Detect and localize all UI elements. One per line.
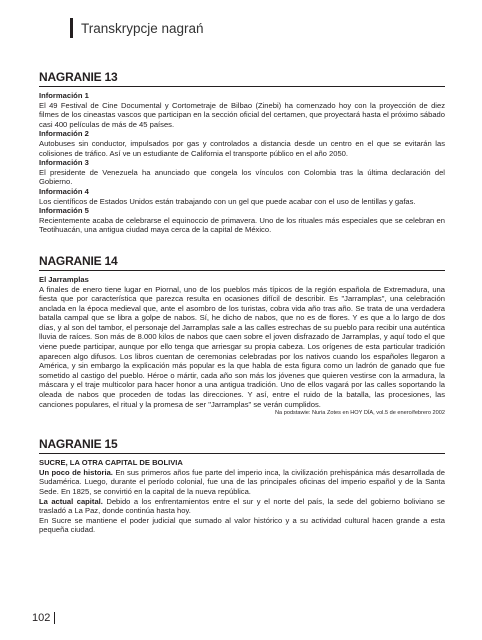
item-text: El 49 Festival de Cine Documental y Cortometraje de Bilbao (Zinebi) ha comenzado hoy con la proyección de diez filmes de los cineastas vascos que participan en la sección oficial del certamen, que proyectará hasta el próximo sábado casi 400 películas de más de 45 países. (39, 100, 445, 129)
section-nagranie-13 (39, 70, 445, 235)
item-text: Recientemente acaba de celebrarse el equinoccio de primavera. Uno de los rituales más especiales que se celebran en Teotihuacán, una antigua ciudad maya cerca de la capital de México. (39, 215, 445, 235)
paragraph-text: Debido a los enfrentamientos entre el sur y el norte del país, la sede del gobierno boliviano se trasladó a La Paz, donde continúa hasta hoy. (39, 496, 445, 516)
section-title: NAGRANIE 13 (39, 70, 445, 87)
item-heading: Información 3 (39, 158, 89, 168)
item-heading: El Jarramplas (39, 274, 89, 284)
page-number: 102 (32, 612, 51, 624)
section-nagranie-15 (39, 437, 445, 535)
paragraph-text: En sus primeros años fue parte del imperio inca, la civilización prehispánica más desarrollada de Sudamérica. Luego, durante el período colonial, fue una de las principales oficinas del imperio español y de la Santa Sede. En 1825, se convirtió en la capital de la nueva república. (39, 467, 445, 496)
paragraph-text: En Sucre se mantiene el poder judicial que sumado al valor histórico y a su actividad cultural hacen grande a esta pequeña ciudad. (39, 515, 445, 535)
item-text: A finales de enero tiene lugar en Piornal, uno de los pueblos más típicos de la región española de Extremadura, una fiesta que por característica que parezca resulta en ocasiones difícil de describir. Es "Jarramplas", una celebración anclada en la época medieval que, ante el asombro de los turistas, cobra vida año tras año. Se trata de una verdadera batalla campal que se libra a golpe de nabos. Sí, he dicho de nabos, que no es de flores. Y es que a lo largo de dos días, y al son del tambor, el personaje del Jarramplas sale a las calles estrechas de su pueblo para recibir una auténtica lluvia de raíces. Son más de 8.000 kilos de nabos que caen sobre el joven disfrazado de Jarramplas, y aquí todo el que viene puede participar, aunque por ello tenga que arriesgar su propia cabeza. Los orígenes de esta particular tradición aparecen algo difusos. Los libros cuentan de ceremonias celebradas por los nativos cuando los españoles llegaron a América, y sin embargo la explicación más popular es la que habla de esta figura como un ladrón de ganado que fue sometido al castigo del pueblo. Héroe o mártir, cada año son más los jóvenes que quieren vestirse con la armadura, la máscara y el traje multicolor para hacer honor a una antigua tradición. Uno de ellos vagará por las calles soportando la oleada de nabos que proceden de todas las direcciones. Y así, entre el ruido de la batalla, las procesiones, las canciones populares, el ritual y la promesa de ser "Jarramplas" se verán cumplidos. (39, 284, 445, 409)
item-heading: SUCRE, LA OTRA CAPITAL DE BOLIVIA (39, 458, 183, 468)
page-header-title: Transkrypcje nagrań (81, 20, 204, 36)
item-text: Los científicos de Estados Unidos están trabajando con un gel que puede acabar con el uso de lentillas y gafas. (39, 196, 416, 206)
page-footer (32, 612, 55, 624)
item-heading: Información 4 (39, 186, 89, 196)
footer-bar (54, 612, 55, 624)
paragraph-lead: Un poco de historia. (39, 467, 113, 477)
item-text: Autobuses sin conductor, impulsados por gas y controlados a distancia desde un centro en el que se evitarán las colisiones de tráfico. Así ve un estudiante de California el transporte público en el año 2050. (39, 138, 445, 158)
paragraph (39, 497, 445, 516)
section-title: NAGRANIE 14 (39, 254, 445, 271)
item-heading: Información 1 (39, 91, 89, 100)
paragraph (39, 468, 445, 497)
item-heading: Información 2 (39, 129, 89, 139)
paragraph-lead: La actual capital. (39, 496, 103, 506)
item-text: El presidente de Venezuela ha anunciado que congela los vínculos con Colombia tras la última declaración del Gobierno. (39, 167, 445, 187)
paragraph (39, 516, 445, 535)
section-nagranie-14 (39, 254, 445, 418)
header-bar (70, 18, 73, 38)
page-content (39, 70, 445, 554)
page-header (70, 18, 204, 38)
item-heading: Información 5 (39, 206, 89, 216)
source-note: Na podstawie: Nuria Zotes en HOY DÍA, vol.5 de enero/febrero 2002 (275, 410, 445, 417)
section-title: NAGRANIE 15 (39, 437, 445, 454)
